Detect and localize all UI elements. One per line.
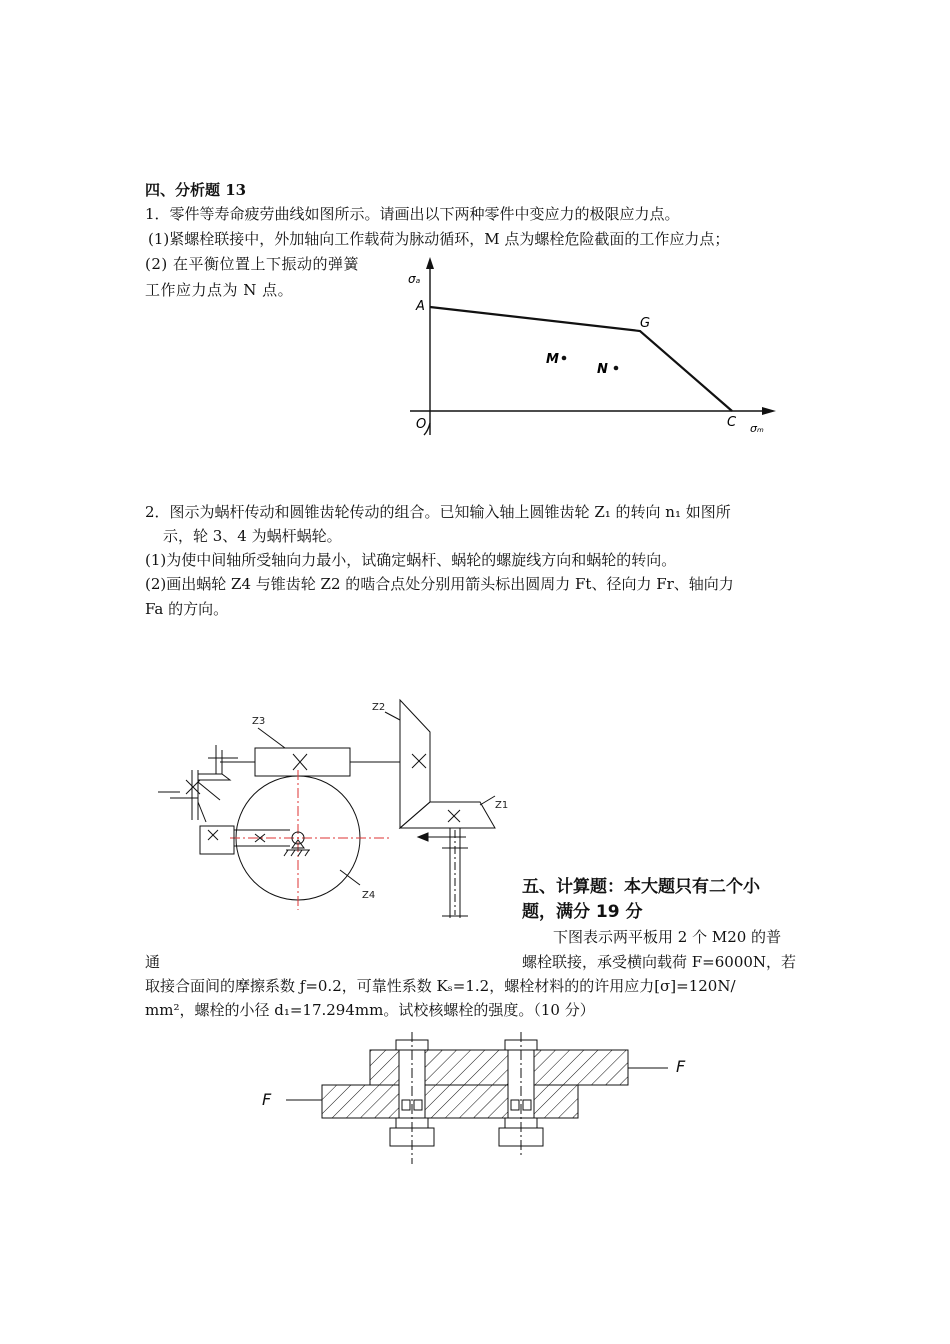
y-axis-label: σₐ	[408, 272, 421, 286]
origin-label: O	[416, 417, 427, 432]
fatigue-diagram	[400, 255, 790, 445]
point-a-label: A	[416, 299, 425, 314]
section5-line3: 取接合面间的摩擦系数 ƒ=0.2，可靠性系数 Kₛ=1.2，螺栓材料的的许用应力[σ]=120N/	[145, 977, 736, 995]
q2-line4: (2)画出蜗轮 Z4 与锥齿轮 Z2 的啮合点处分别用箭头标出圆周力 Ft、径向力 Fr、轴向力	[145, 575, 734, 593]
q2-line5: Fa 的方向。	[145, 600, 229, 618]
x-axis-label: σₘ	[750, 422, 764, 435]
z4-label: Z4	[362, 890, 376, 901]
point-n-label: N	[597, 362, 608, 377]
q1-part2-b: 工作应力点为 N 点。	[145, 281, 294, 299]
point-g-label: G	[640, 316, 651, 331]
force-right-label: F	[676, 1057, 686, 1076]
section5-line2-right: 螺栓联接，承受横向载荷 F=6000N，若	[522, 953, 797, 971]
force-left-label: F	[262, 1090, 272, 1109]
z2-label: Z2	[372, 702, 386, 713]
q1-part2-a: (2) 在平衡位置上下振动的弹簧	[145, 255, 360, 273]
point-m-label: M	[546, 352, 559, 367]
section5-line2-left: 通	[145, 953, 161, 971]
q2-line3: (1)为使中间轴所受轴向力最小，试确定蜗杆、蜗轮的螺旋线方向和蜗轮的转向。	[145, 551, 677, 569]
section4-heading: 四、分析题 13	[145, 181, 247, 199]
z1-label: Z1	[495, 800, 509, 811]
q2-line2: 示，轮 3、4 为蜗杆蜗轮。	[163, 527, 342, 545]
z3-label: Z3	[252, 716, 266, 727]
point-c-label: C	[727, 415, 737, 430]
section5-line1: 下图表示两平板用 2 个 M20 的普	[553, 928, 782, 946]
section5-heading-line1: 五、计算题：本大题只有二个小	[522, 877, 760, 897]
bolt-diagram	[250, 1030, 700, 1170]
q2-line1: 2．图示为蜗杆传动和圆锥齿轮传动的组合。已知输入轴上圆锥齿轮 Z₁ 的转向 n₁ 如图所	[145, 503, 731, 521]
section5-heading-line2: 题，满分 19 分	[522, 902, 643, 922]
q1-part1: (1)紧螺栓联接中，外加轴向工作载荷为脉动循环，M 点为螺栓危险截面的工作应力点；	[148, 230, 730, 248]
q1-text: 1．零件等寿命疲劳曲线如图所示。请画出以下两种零件中变应力的极限应力点。	[145, 205, 680, 223]
gear-diagram	[150, 690, 520, 925]
section5-line4: mm²，螺栓的小径 d₁=17.294mm。试校核螺栓的强度。（10 分）	[145, 1001, 595, 1019]
